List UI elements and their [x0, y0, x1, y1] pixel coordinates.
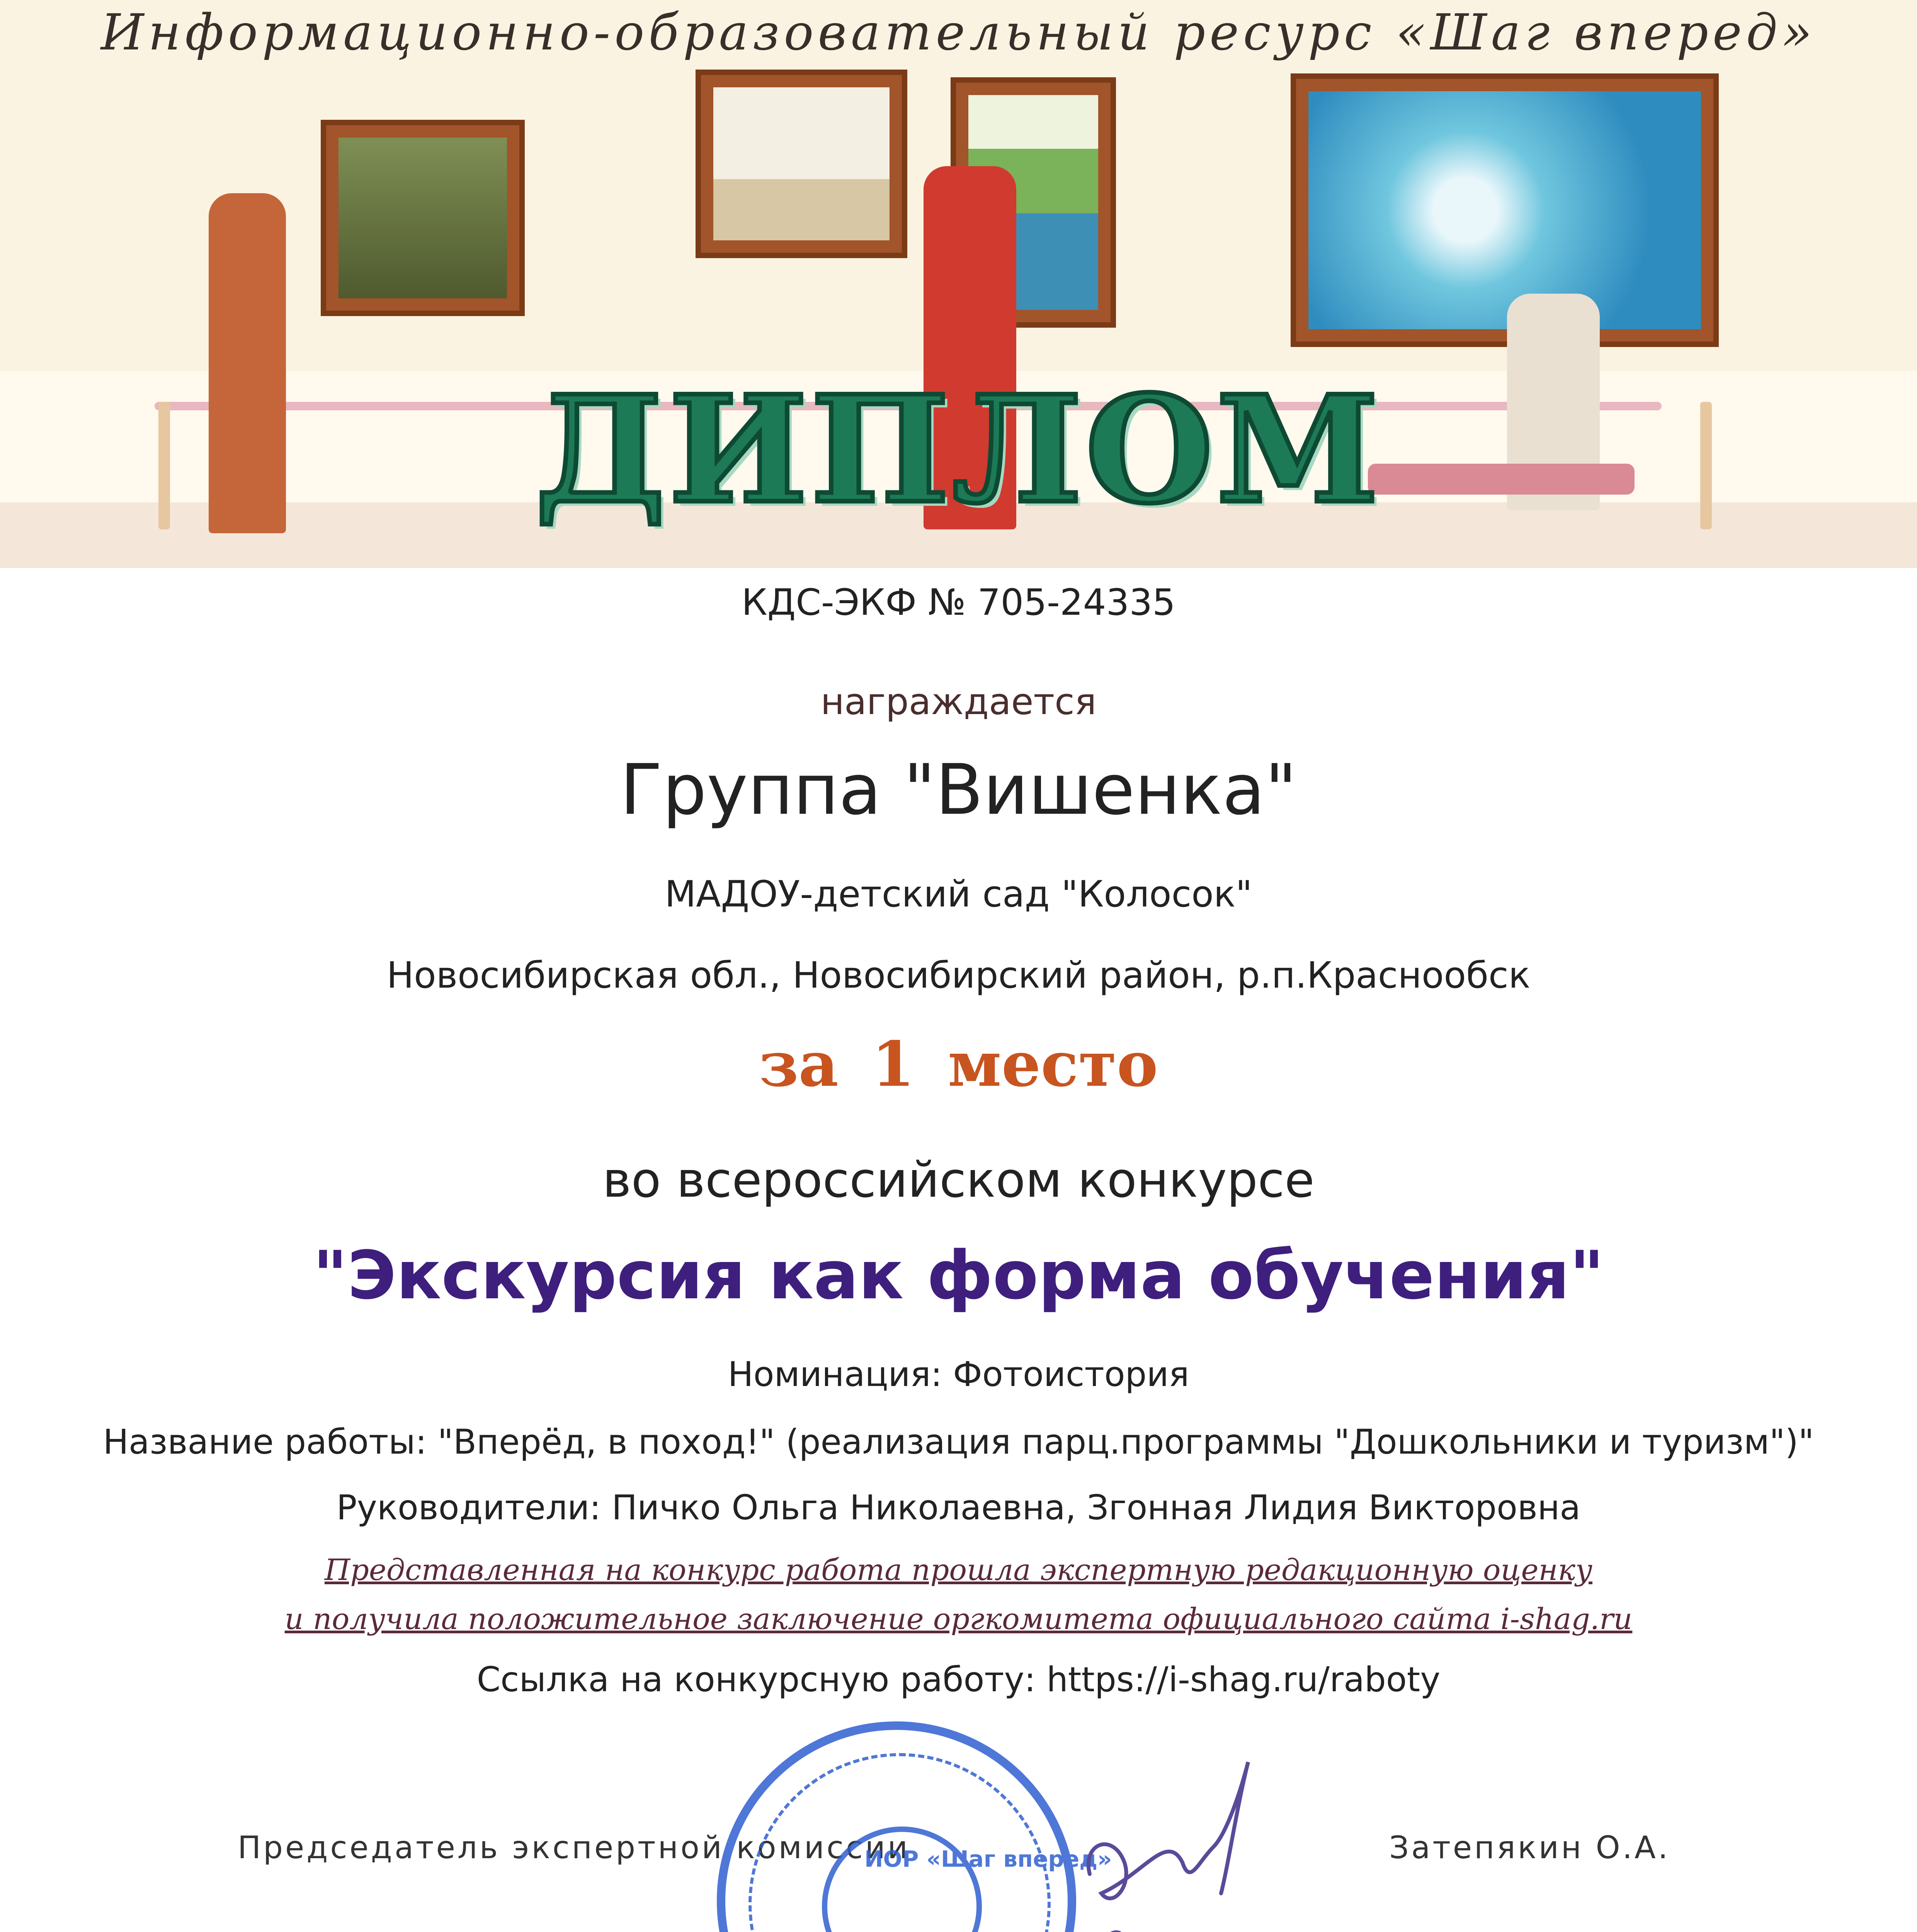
contest-intro: во всероссийском конкурсе: [602, 1151, 1315, 1208]
organization: МАДОУ-детский сад "Колосок": [665, 873, 1252, 915]
expert-note-line-2: и получила положительное заключение оргкомитета официального сайта i-shag.ru: [284, 1602, 1633, 1636]
work-title: Название работы: "Вперёд, в поход!" (реализация парц.программы "Дошкольники и туризм")": [103, 1422, 1814, 1462]
handwritten-signature: [1067, 1747, 1283, 1932]
leaders: Руководители: Пичко Ольга Николаевна, Згонная Лидия Викторовна: [336, 1488, 1581, 1527]
official-stamp: [717, 1721, 1112, 1932]
recipient-name: Группа "Вишенка": [620, 750, 1297, 830]
document-number: КДС-ЭКФ № 705-24335: [742, 582, 1175, 624]
chair-title: Председатель экспертной комиссии: [238, 1830, 910, 1866]
awarded-label: награждается: [820, 681, 1097, 723]
nomination: Номинация: Фотоистория: [728, 1354, 1189, 1394]
location: Новосибирская обл., Новосибирский район, р.п.Краснообск: [386, 954, 1531, 997]
stamp-center-text: ИОР «Шаг вперед»: [864, 1846, 1112, 1872]
flower-vase-painting: [696, 70, 907, 258]
place-award: за 1 место: [759, 1028, 1158, 1100]
contest-name: "Экскурсия как форма обучения": [313, 1236, 1604, 1314]
mona-lisa-painting: [321, 120, 525, 316]
diploma-title: ДИПЛОМ: [535, 363, 1382, 536]
chair-name: Затепякин О.А.: [1389, 1830, 1670, 1866]
site-title: Информационно-образовательный ресурс «Шаг вперед»: [100, 4, 1817, 61]
wave-painting: [1291, 73, 1719, 347]
expert-note-line-1: Представленная на конкурс работа прошла экспертную редакционную оценку: [324, 1553, 1593, 1587]
work-link[interactable]: Ссылка на конкурсную работу: https://i-shag.ru/raboty: [476, 1660, 1441, 1699]
